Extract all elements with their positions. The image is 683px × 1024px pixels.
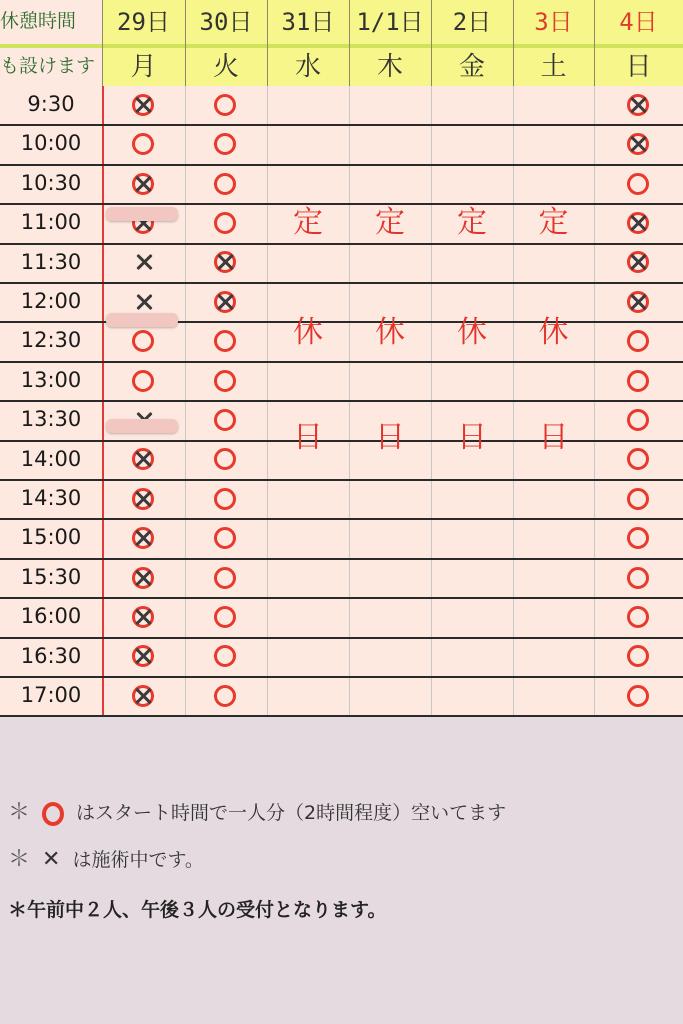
date-header: 31日: [281, 8, 335, 36]
available-mark[interactable]: [132, 133, 154, 155]
reception-note: ＊午前中２人、午後３人の受付となります。: [8, 899, 387, 921]
booked-over-available-mark[interactable]: [132, 488, 154, 510]
holiday-label: 日: [293, 420, 323, 455]
available-mark[interactable]: [214, 409, 236, 431]
time-label: 13:00: [20, 367, 82, 392]
break-marker: [106, 419, 178, 433]
available-mark[interactable]: [627, 567, 649, 589]
time-label: 10:00: [20, 131, 82, 156]
holiday-label: 休: [457, 315, 487, 350]
time-label: 12:00: [20, 289, 82, 313]
legend-busy-text: は施術中です。: [72, 849, 204, 871]
time-label: 16:30: [20, 643, 82, 668]
break-note-line1: 休憩時間: [0, 10, 77, 32]
time-label: 13:30: [20, 407, 82, 432]
date-header: 30日: [199, 8, 253, 36]
row-line: [0, 282, 683, 284]
time-label: 14:00: [20, 446, 82, 471]
available-mark[interactable]: [214, 330, 236, 352]
row-line: [0, 361, 683, 363]
available-mark[interactable]: [214, 567, 236, 589]
booked-over-available-mark[interactable]: [627, 133, 649, 155]
available-mark[interactable]: [214, 212, 236, 234]
header-column-line: [513, 0, 514, 86]
booked-over-available-mark[interactable]: [627, 212, 649, 234]
cross-icon: ✕: [42, 847, 61, 872]
available-mark[interactable]: [627, 448, 649, 470]
break-marker: [106, 207, 178, 221]
holiday-label: 定: [457, 205, 487, 240]
header-column-line: [102, 0, 103, 86]
booked-mark[interactable]: [132, 291, 156, 315]
booked-over-available-mark[interactable]: [214, 251, 236, 273]
circle-icon: [42, 802, 64, 826]
row-line: [0, 637, 683, 639]
weekday-header: 木: [376, 52, 403, 82]
row-line: [0, 676, 683, 678]
available-mark[interactable]: [132, 370, 154, 392]
row-line: [0, 597, 683, 599]
time-label: 17:00: [20, 683, 82, 707]
holiday-label: 休: [375, 315, 405, 350]
available-mark[interactable]: [627, 409, 649, 431]
row-line: [0, 518, 683, 520]
time-label: 16:00: [20, 604, 82, 629]
available-mark[interactable]: [214, 133, 236, 155]
header-column-line: [267, 0, 268, 86]
date-header: 29日: [117, 8, 170, 36]
time-label: 11:00: [20, 210, 82, 235]
booked-over-available-mark[interactable]: [132, 606, 154, 628]
booked-over-available-mark[interactable]: [132, 527, 154, 549]
row-line: [0, 164, 683, 166]
available-mark[interactable]: [627, 606, 649, 628]
available-mark[interactable]: [627, 330, 649, 352]
available-mark[interactable]: [132, 330, 154, 352]
header-column-line: [431, 0, 432, 86]
time-label: 9:30: [27, 92, 75, 116]
available-mark[interactable]: [214, 606, 236, 628]
date-header: 1/1日: [356, 8, 424, 36]
time-label: 10:30: [20, 170, 82, 195]
booked-over-available-mark[interactable]: [132, 448, 154, 470]
holiday-label: 定: [375, 205, 405, 240]
booked-over-available-mark[interactable]: [214, 291, 236, 313]
header-column-line: [185, 0, 186, 86]
break-note-line2: も設けます: [0, 55, 96, 77]
available-mark[interactable]: [214, 488, 236, 510]
weekday-header: 月: [130, 52, 157, 82]
booked-mark[interactable]: [132, 251, 156, 275]
weekday-header: 火: [212, 52, 239, 82]
booked-over-available-mark[interactable]: [132, 645, 154, 667]
booked-over-available-mark[interactable]: [132, 685, 154, 707]
weekday-header: 水: [294, 52, 321, 82]
row-line: [0, 243, 683, 245]
legend-available-text: はスタート時間で一人分（2時間程度）空いてます: [76, 802, 507, 824]
available-mark[interactable]: [214, 173, 236, 195]
legend-bullet: ＊: [8, 800, 31, 825]
available-mark[interactable]: [627, 685, 649, 707]
header-column-line: [594, 0, 595, 86]
available-mark[interactable]: [627, 173, 649, 195]
row-line: [0, 440, 683, 442]
available-mark[interactable]: [214, 448, 236, 470]
available-mark[interactable]: [214, 370, 236, 392]
row-line: [0, 558, 683, 560]
header-column-line: [349, 0, 350, 86]
available-mark[interactable]: [214, 685, 236, 707]
holiday-label: 休: [293, 315, 323, 350]
available-mark[interactable]: [627, 645, 649, 667]
booked-over-available-mark[interactable]: [627, 94, 649, 116]
time-label: 15:00: [20, 525, 82, 550]
time-label: 12:30: [20, 328, 82, 353]
date-header: 2日: [452, 8, 492, 36]
legend-available: [8, 795, 506, 826]
holiday-label: 定: [293, 205, 323, 240]
weekday-header: 金: [458, 52, 485, 82]
booked-over-available-mark[interactable]: [627, 291, 649, 313]
holiday-label: 日: [375, 420, 405, 455]
legend-busy: [8, 842, 204, 873]
row-line: [0, 479, 683, 481]
holiday-label: 定: [538, 205, 569, 240]
date-header: 3日: [534, 8, 573, 36]
booked-over-available-mark[interactable]: [132, 567, 154, 589]
holiday-label: 日: [538, 420, 569, 455]
available-mark[interactable]: [214, 94, 236, 116]
time-label: 11:30: [20, 249, 82, 274]
weekday-header: 土: [540, 52, 567, 82]
available-mark[interactable]: [214, 527, 236, 549]
row-line: [0, 321, 683, 323]
booked-over-available-mark[interactable]: [132, 173, 154, 195]
row-line: [0, 715, 683, 717]
weekday-header: 日: [625, 52, 652, 82]
holiday-label: 日: [457, 420, 487, 455]
time-label: 15:30: [20, 564, 82, 589]
booked-over-available-mark[interactable]: [627, 251, 649, 273]
available-mark[interactable]: [214, 645, 236, 667]
available-mark[interactable]: [627, 488, 649, 510]
available-mark[interactable]: [627, 527, 649, 549]
break-marker: [106, 313, 178, 327]
holiday-label: 休: [538, 315, 569, 350]
row-line: [0, 203, 683, 205]
booked-over-available-mark[interactable]: [132, 94, 154, 116]
row-line: [0, 124, 683, 126]
available-mark[interactable]: [627, 370, 649, 392]
time-label: 14:30: [20, 486, 82, 510]
row-line: [0, 400, 683, 402]
date-header: 4日: [619, 8, 658, 36]
legend-bullet: ＊: [8, 847, 31, 872]
